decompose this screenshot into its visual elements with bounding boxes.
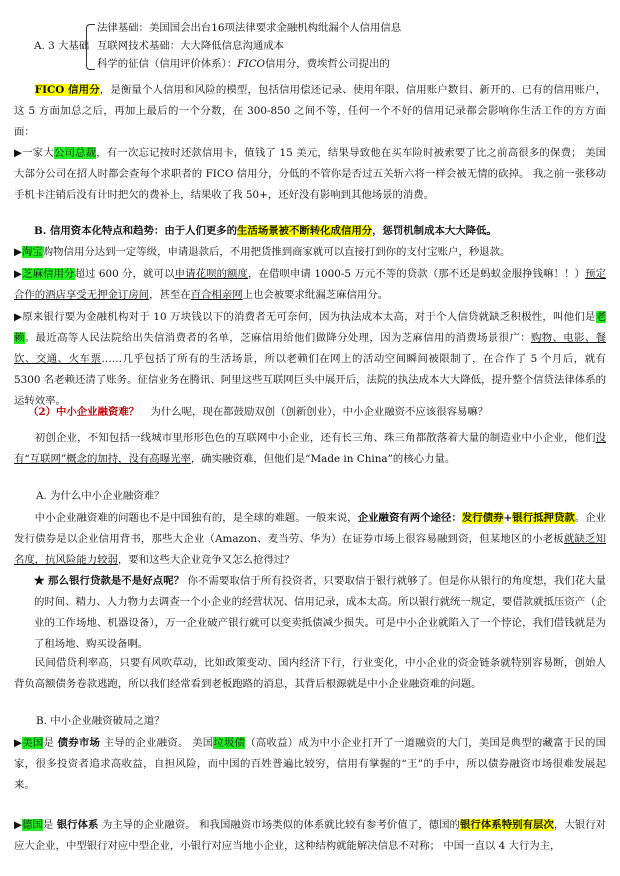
section-b-highlight: 生活场景被不断转化成信用分 bbox=[237, 225, 373, 237]
why-a-bold: 企业融资有两个途径： bbox=[357, 512, 462, 524]
a3-item-credit-post: 信用分，费埃哲公司提出的 bbox=[265, 58, 390, 70]
sme-text-1: 初创企业，不知包括一线城市里形形色色的互联网中小企业，还有长三角、珠三角都散落着大量的制造业中小企业，他们 bbox=[34, 432, 596, 444]
section-b-prefix: B. 信用资本化特点和趋势：由于人们更多的 bbox=[34, 225, 238, 237]
laolai-text-3: ……几乎包括了所有的生活场景，所以老赖们在网上的活动空间瞬间被限制了，在合作了 5 个月后，就有 5300 名老赖还清了账务。征信业务在腾讯、阿里这些互联网巨头中展开后，法院的执法成本大大降低，提升整个信贷法律体系的运转效率。 bbox=[14, 353, 607, 407]
story-highlight: 公司总裁 bbox=[53, 147, 97, 159]
sesame-underline-3: 百合相亲网 bbox=[190, 289, 243, 301]
us-mid: 美国 bbox=[188, 737, 214, 749]
sesame-text-1: 超过 600 分，就可以 bbox=[74, 268, 175, 280]
why-a-text-3: ，要和这些大企业竞争又怎么抢得过？ bbox=[117, 554, 295, 566]
germany-bold: 银行体系 bbox=[56, 819, 99, 831]
fico-paragraph bbox=[14, 80, 606, 143]
fico-term: FICO 信用分 bbox=[34, 84, 100, 96]
why-a-underline: 就缺乏知名度，抗风险能力较弱 bbox=[14, 533, 607, 566]
sesame-text-4: 上也会被要求纰漏芝麻信用分。 bbox=[242, 289, 389, 301]
sesame-highlight: 芝麻信用分 bbox=[22, 268, 75, 280]
story-pre: ▶一家大 bbox=[14, 147, 54, 159]
germany-highlight-2: 银行体系特别有层次 bbox=[459, 819, 554, 831]
bank-text: 你不需要取信于所有投资者，只要取信于银行就够了。但是你从银行的角度想，我们花大量的时间、精力、人力物力去调查一个小企业的经营状况、信用记录，成本太高。所以银行就统一规定，要借款就抵压资产（企业的工作场地、机器设备），万一企业破产银行就可以变卖抵债减少损失。可是中小企业就陷入了一个悖论，我们借钱就是为了租场地、购买设备啊。 bbox=[34, 575, 606, 650]
germany-text-1: 和我国融资市场类似的体系就比较有参考价值了，德国的 bbox=[195, 819, 460, 831]
us-main: 主导的企业融资。 bbox=[100, 737, 189, 749]
us-paragraph bbox=[14, 733, 606, 796]
bank-paragraph bbox=[34, 571, 606, 655]
bullet-mark: ▶ bbox=[14, 246, 22, 258]
us-is: 是 bbox=[43, 737, 58, 749]
why-a-plus: + bbox=[503, 512, 513, 524]
sme-underline: 没有“互联网”概念的加持，没有高曝光率 bbox=[14, 432, 606, 465]
sesame-underline-2: 预定合作的酒店享受无押金订房间 bbox=[14, 268, 607, 301]
taobao-highlight: 淘宝 bbox=[22, 246, 43, 258]
sesame-text-3: ，甚至在 bbox=[149, 289, 191, 301]
why-a-highlight-1: 发行债券 bbox=[461, 512, 504, 524]
section-b-suffix: ，惩罚机制成本大大降低。 bbox=[372, 225, 497, 237]
why-a-text-1: 中小企业融资难的问题也不是中国独有的，是全球的难题。一般来说， bbox=[34, 512, 358, 524]
sesame-paragraph bbox=[14, 264, 606, 306]
bank-title: ★ 那么银行贷款是不是好点呢？ bbox=[34, 575, 185, 587]
section-b-heading bbox=[34, 222, 604, 240]
story-text: ，有一次忘记按时还款信用卡，值钱了 15 美元，结果导致他在买车险时被索要了比之前高很多的保费； 美国大部分公司在招人时都会查每个求职者的 FICO 信用分，分低的不管你是否过五关斩六将一样会被无情的砍掉。 我之前一张移动手机卡注销后没有计时把欠的费补上，结果收了我 50+，还好没有影响到其他场景的消费。 bbox=[14, 147, 606, 201]
germany-paragraph bbox=[14, 815, 606, 857]
germany-text-2: ，大银行对应大企业，中型银行对应中型企业，小银行对应当地小企业，这种结构就能解决信息不对称； 中国一直以 4 大行为主， bbox=[14, 819, 607, 852]
sesame-text-2: ，在借呗申请 1000-5 万元不等的贷款（那不还是蚂蚁金服挣钱嘛！！） bbox=[248, 268, 586, 280]
us-highlight: 美国 bbox=[22, 737, 44, 749]
taobao-paragraph bbox=[14, 243, 606, 261]
fico-text: ，是衡量个人信用和风险的模型，包括信用偿还记录、使用年限、信用账户数目、新开的、已有的信用账户，这 5 方面加总之后，再加上最后的一个分数，在 300-850 之间不等，任何一个不好的信用记录都会影响你生活工作的方方面面： bbox=[14, 84, 606, 138]
a3-item-law: 法律基础：美国国会出台16项法律要求金融机构纰漏个人信用信息 bbox=[97, 22, 402, 34]
laolai-text-2: 。最近高等人民法院给出失信消费者的名单，芝麻信用给他们做降分处理，因为芝麻信用的消费场景很广： bbox=[24, 332, 531, 344]
taobao-text: 购物信用分达到一定等级，申请退款后，不用把货推到商家就可以直接打到你的支付宝账户，秒退款。 bbox=[42, 246, 511, 258]
bullet-mark: ▶ bbox=[14, 737, 23, 749]
laolai-text-1: ▶原来银行要为金融机构对于 10 万块钱以下的消费者无可奈何，因为执法成本太高，对于个人信贷就缺乏积极性，叫他们是 bbox=[14, 311, 596, 323]
a3-item-credit bbox=[97, 55, 390, 73]
why-a-highlight-2: 银行抵押贷款 bbox=[512, 512, 575, 524]
sme-heading bbox=[28, 403, 620, 421]
laolai-paragraph bbox=[14, 307, 606, 412]
sesame-underline-1: 申请花呗的额度 bbox=[174, 268, 249, 280]
us-bold: 债券市场 bbox=[57, 737, 101, 749]
why-a-paragraph bbox=[14, 508, 606, 571]
germany-highlight: 德国 bbox=[22, 819, 43, 831]
story-paragraph bbox=[14, 143, 606, 206]
sme-question: 为什么呢，现在都鼓励双创（创新创业），中小企业融资不应该很容易嘛？ bbox=[150, 406, 489, 418]
a3-item-internet: 互联网技术基础：大大降低信息沟通成本 bbox=[97, 40, 285, 52]
way-b-heading: B. 中小企业融资破局之道？ bbox=[36, 715, 165, 727]
sme-title: （2）中小企业融资难？ bbox=[28, 406, 140, 418]
bullet-mark: ▶ bbox=[14, 268, 23, 280]
why-a-text-2: 。企业发行债券是以企业信用背书，那些大企业（Amazon、麦当劳、华为）在证券市场上很容易融到资，但某地区的小老板 bbox=[14, 512, 607, 545]
us-text: （高收益）成为中小企业打开了一道融资的大门，美国是典型的藏富于民的国家，很多投资者追求高收益，自担风险，而中国的百姓普遍比较穷，信用有掌握的“王”的手中，所以债券融资市场很难发展起来。 bbox=[14, 737, 607, 791]
us-highlight-2: 垃圾债 bbox=[213, 737, 246, 749]
laolai-underline: 购物、电影、餐饮、交通、火车票 bbox=[14, 332, 607, 365]
laolai-highlight: 老赖 bbox=[14, 311, 606, 344]
why-a-heading: A. 为什么中小企业融资难？ bbox=[36, 490, 165, 502]
germany-main: 为主导的企业融资。 bbox=[98, 819, 196, 831]
a3-item-credit-pre: 科学的征信（信用评价体系）： bbox=[97, 58, 238, 70]
private-lending-paragraph: 民间借贷利率高，只要有风吹草动，比如政策变动、国内经济下行，行业变化，中小企业的资金链条就特别容易断，创始人背负高额债务卷款逃跑，所以我们经常看到老板跑路的消息，其背后根源就是中小企业融资难的问题。 bbox=[14, 657, 606, 690]
a3-item-credit-fico: FICO bbox=[237, 58, 266, 70]
a3-label: A. 3 大基础 bbox=[34, 40, 90, 52]
germany-is: 是 bbox=[42, 819, 57, 831]
sme-paragraph bbox=[14, 428, 606, 470]
sme-text-2: ，确实融资难，但他们是“Made in China”的核心力量。 bbox=[190, 453, 456, 465]
brace-bracket bbox=[86, 24, 95, 70]
bullet-mark: ▶ bbox=[14, 819, 23, 831]
